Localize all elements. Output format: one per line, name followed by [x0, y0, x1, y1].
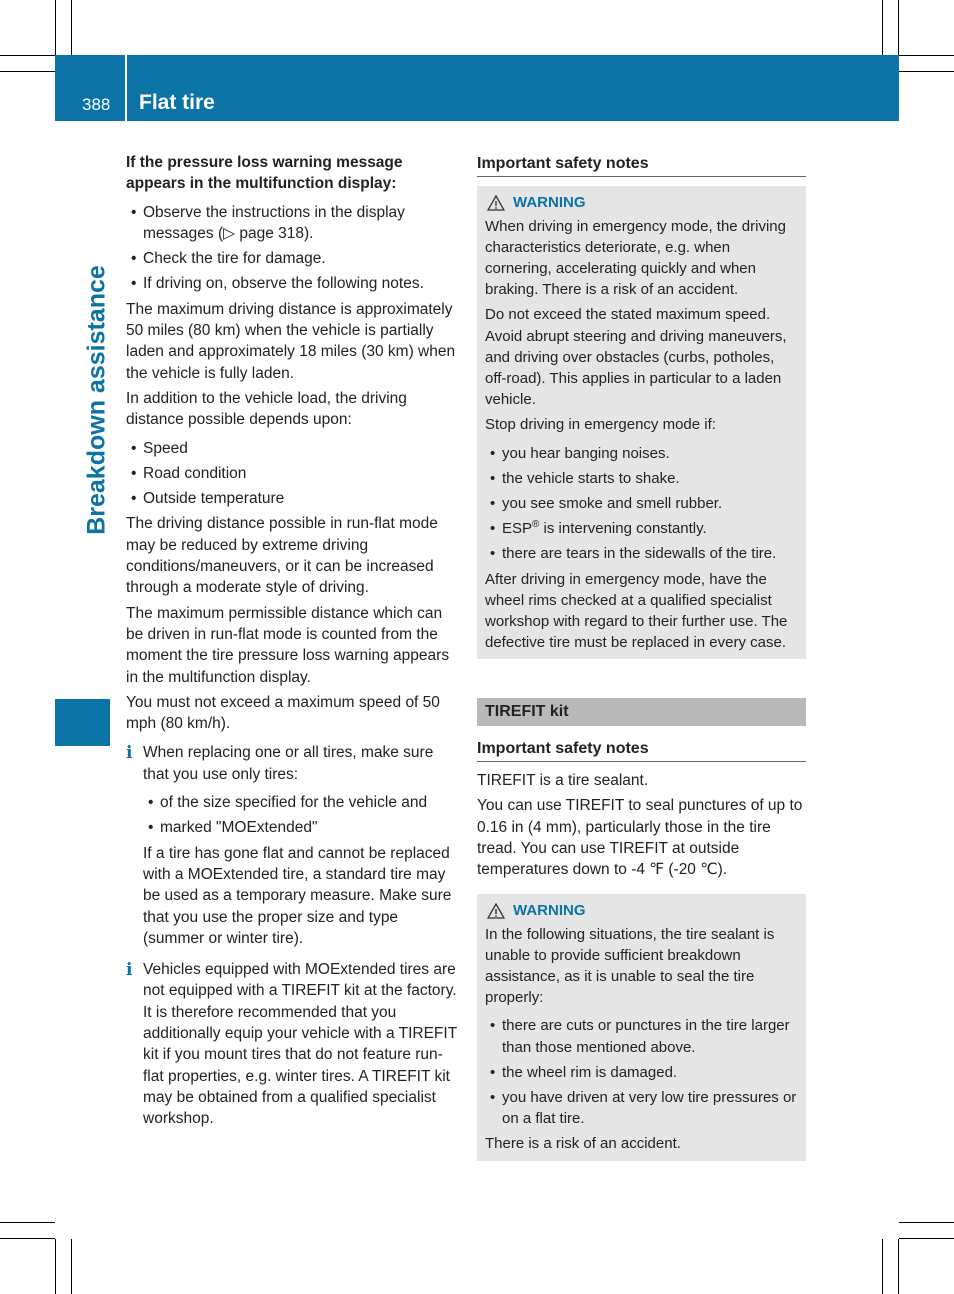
crop-mark [0, 55, 55, 56]
crop-mark [899, 1222, 954, 1223]
page-title: Flat tire [139, 91, 215, 114]
info-text: When replacing one or all tires, make sure that you use only tires: [143, 744, 434, 783]
list-item: • you hear banging noises. [485, 443, 798, 464]
list-item: • Check the tire for damage. [126, 248, 458, 269]
paragraph-counted: The maximum permissible distance which can be driven in run-flat mode is counted from the moment the tire pressure loss warning appears in the multifunction display. [126, 604, 450, 686]
crop-mark [71, 1239, 72, 1294]
list-item: • of the size specified for the vehicle and [143, 792, 458, 813]
crop-mark [899, 71, 954, 72]
warning-triangle-icon [487, 903, 505, 919]
warning-box [477, 186, 806, 659]
list-item: • marked "MOExtended" [143, 817, 458, 838]
side-tab-label: Breakdown assistance [82, 265, 111, 535]
header-divider [125, 55, 127, 121]
registered-mark: ® [532, 519, 540, 531]
crop-mark [899, 1238, 954, 1239]
crop-mark [55, 0, 56, 55]
warning-text: In the following situations, the tire sealant is unable to provide sufficient breakdown assistance, as it is unable to seal the tire properly: [485, 925, 775, 1007]
crop-mark [71, 0, 72, 55]
list-item: • Observe the instructions in the display messages (▷ page 318). [126, 202, 458, 245]
crop-mark [0, 1222, 55, 1223]
crop-mark [898, 1239, 899, 1294]
crop-mark [0, 1238, 55, 1239]
section-heading: Important safety notes [477, 153, 806, 177]
section-title-bar: TIREFIT kit [477, 698, 806, 725]
crop-mark [0, 71, 55, 72]
list-item: • Speed [126, 438, 458, 459]
list-item: • there are tears in the sidewalls of the tire. [485, 543, 798, 564]
warning-text: There is a risk of an accident. [485, 1135, 681, 1153]
warning-header [485, 192, 798, 213]
paragraph-distance: The maximum driving distance is approximately 50 miles (80 km) when the vehicle is partially laden and approximately 18 miles (30 km) when the vehicle is fully laden. [126, 300, 456, 382]
info-text: Vehicles equipped with MOExtended tires are not equipped with a TIREFIT kit at the factory. It is therefore recommended that you additionally equip your vehicle with a TIREFIT kit if you mount tires that do not feature run-flat properties, e.g. winter tires. A TIREFIT kit may be obtained from a qualified specialist workshop. [143, 961, 457, 1128]
info-icon: i [126, 743, 133, 764]
list-item: • the vehicle starts to shake. [485, 468, 798, 489]
paragraph-depends: In addition to the vehicle load, the driving distance possible depends upon: [126, 389, 407, 429]
page-number: 388 [82, 95, 111, 114]
esp-label: ESP [502, 520, 533, 538]
paragraph-sealant: TIREFIT is a tire sealant. [477, 771, 649, 789]
paragraph-reduced: The driving distance possible in run-flat mode may be reduced by extreme driving conditions/maneuvers, or it can be increased through a moderate style of driving. [126, 515, 438, 597]
info-text: If a tire has gone flat and cannot be replaced with a MOExtended tire, a standard tire may be used as a temporary measure. Make sure that you use the proper size and type (summer or winter tire). [143, 844, 452, 947]
crop-mark [55, 1239, 56, 1294]
page-header [55, 55, 899, 121]
intro-heading: If the pressure loss warning message appears in the multifunction display: [126, 154, 403, 193]
crop-mark [882, 0, 883, 55]
warning-text: Stop driving in emergency mode if: [485, 416, 716, 434]
list-item: • there are cuts or punctures in the tire larger than those mentioned above. [485, 1015, 798, 1057]
list-item: • you have driven at very low tire pressures or on a flat tire. [485, 1087, 798, 1129]
list-item: • the wheel rim is damaged. [485, 1062, 798, 1083]
crop-mark [898, 0, 899, 55]
warning-header [485, 900, 798, 921]
list-item: • Road condition [126, 463, 458, 484]
warning-title: WARNING [513, 194, 586, 212]
left-column [126, 152, 458, 1133]
warning-box [477, 894, 806, 1160]
list-item: • Outside temperature [126, 488, 458, 509]
warning-text: Do not exceed the stated maximum speed. Avoid abrupt steering and driving maneuvers, and driving over obstacles (curbs, potholes, off-road). This applies in particular to a laden vehicle. [485, 306, 787, 409]
paragraph-speed: You must not exceed a maximum speed of 50 mph (80 km/h). [126, 693, 440, 733]
right-column [477, 153, 806, 1161]
warning-text: When driving in emergency mode, the driving characteristics deteriorate, e.g. when cornering, accelerating quickly and when braking. There is a risk of an accident. [485, 217, 786, 299]
list-item [485, 518, 798, 539]
paragraph-seal: You can use TIREFIT to seal punctures of up to 0.16 in (4 mm), particularly those in the tire tread. You can use TIREFIT at outside temperatures down to -4 ℉ (-20 ℃). [477, 797, 803, 879]
info-note [126, 742, 458, 949]
esp-text: is intervening constantly. [539, 520, 707, 538]
list-item: • If driving on, observe the following notes. [126, 273, 458, 294]
list-item: • you see smoke and smell rubber. [485, 493, 798, 514]
crop-mark [899, 55, 954, 56]
section-heading: Important safety notes [477, 738, 806, 762]
crop-mark [882, 1239, 883, 1294]
warning-title: WARNING [513, 902, 586, 920]
warning-triangle-icon [487, 195, 505, 211]
info-note [126, 959, 458, 1129]
info-icon: i [126, 960, 133, 981]
warning-text: After driving in emergency mode, have the wheel rims checked at a qualified specialist workshop with regard to their further use. The defective tire must be replaced in every case. [485, 570, 788, 652]
